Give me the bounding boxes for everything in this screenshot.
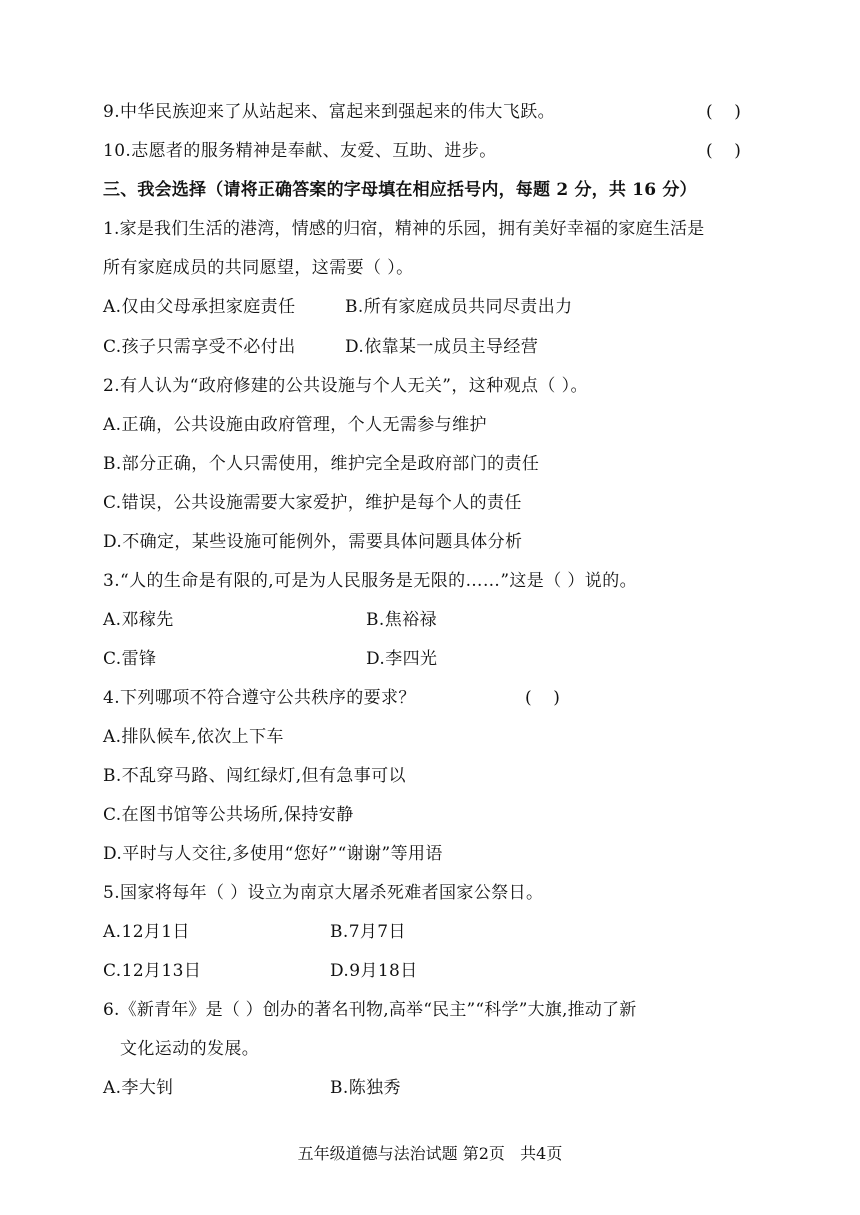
q2-option-c[interactable]: C.错误，公共设施需要大家爱护，维护是每个人的责任	[103, 493, 522, 513]
q6-option-a[interactable]: A.李大钊	[103, 1078, 174, 1098]
q5-option-a[interactable]: A.12月1日	[103, 922, 190, 942]
q5-option-d[interactable]: D.9月18日	[330, 961, 418, 981]
q2-option-d[interactable]: D.不确定，某些设施可能例外，需要具体问题具体分析	[103, 532, 523, 552]
q1-option-b[interactable]: B.所有家庭成员共同尽责出力	[345, 297, 573, 317]
question-3-stem: 3.“人的生命是有限的,可是为人民服务是无限的……”这是（ ）说的。	[103, 571, 638, 591]
q1-option-d[interactable]: D.依靠某一成员主导经营	[345, 337, 539, 357]
judgment-item-10: 10.志愿者的服务精神是奉献、友爱、互助、进步。	[103, 141, 497, 161]
q5-option-b[interactable]: B.7月7日	[330, 922, 406, 942]
q3-option-b[interactable]: B.焦裕禄	[366, 610, 437, 630]
q3-option-a[interactable]: A.邓稼先	[103, 610, 174, 630]
q6-option-b[interactable]: B.陈独秀	[330, 1078, 401, 1098]
judgment-item-9: 9.中华民族迎来了从站起来、富起来到强起来的伟大飞跃。	[103, 102, 556, 122]
q1-option-c[interactable]: C.孩子只需享受不必付出	[103, 337, 296, 357]
q5-option-c[interactable]: C.12月13日	[103, 961, 202, 981]
section-heading: 三、我会选择（请将正确答案的字母填在相应括号内，每题 2 分，共 16 分）	[103, 180, 697, 200]
q2-option-a[interactable]: A.正确，公共设施由政府管理，个人无需参与维护	[103, 415, 487, 435]
q4-option-d[interactable]: D.平时与人交往,多使用“您好”“谢谢”等用语	[103, 844, 443, 864]
answer-bracket-9[interactable]: ( )	[706, 102, 741, 122]
answer-bracket-10[interactable]: ( )	[706, 141, 741, 161]
page-footer: 五年级道德与法治试题 第2页 共4页	[297, 1144, 563, 1163]
q3-option-d[interactable]: D.李四光	[366, 649, 438, 669]
q2-option-b[interactable]: B.部分正确，个人只需使用，维护完全是政府部门的责任	[103, 454, 540, 474]
question-5-stem: 5.国家将每年（ ）设立为南京大屠杀死难者国家公祭日。	[103, 883, 544, 903]
question-6-stem: 6.《新青年》是（ ）创办的著名刊物,高举“民主”“科学”大旗,推动了新	[103, 1000, 637, 1020]
q4-option-c[interactable]: C.在图书馆等公共场所,保持安静	[103, 805, 354, 825]
q1-option-a[interactable]: A.仅由父母承担家庭责任	[103, 297, 296, 317]
q4-option-a[interactable]: A.排队候车,依次上下车	[103, 727, 284, 747]
question-1-stem: 1.家是我们生活的港湾，情感的归宿，精神的乐园，拥有美好幸福的家庭生活是	[103, 219, 705, 239]
question-1-stem-cont: 所有家庭成员的共同愿望，这需要（ ）。	[103, 258, 414, 278]
question-2-stem: 2.有人认为“政府修建的公共设施与个人无关”，这种观点（ ）。	[103, 376, 588, 396]
q3-option-c[interactable]: C.雷锋	[103, 649, 157, 669]
q4-option-b[interactable]: B.不乱穿马路、闯红绿灯,但有急事可以	[103, 766, 406, 786]
question-6-stem-cont: 文化运动的发展。	[120, 1039, 260, 1059]
answer-bracket-q4[interactable]: ( )	[525, 688, 560, 708]
question-4-stem: 4.下列哪项不符合遵守公共秩序的要求？	[103, 688, 416, 708]
